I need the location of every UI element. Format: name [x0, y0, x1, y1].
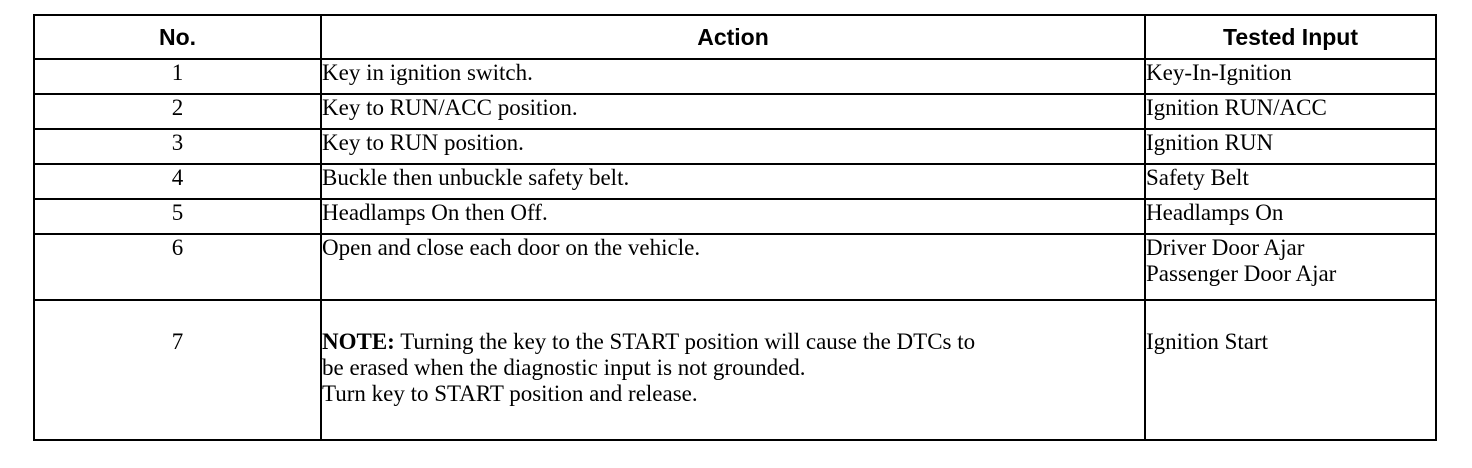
header-tested-input: Tested Input: [1145, 15, 1436, 59]
header-no: No.: [34, 15, 321, 59]
tested-input: Headlamps On: [1145, 199, 1436, 234]
step-action: Open and close each door on the vehicle.: [321, 234, 1145, 300]
table-row: [34, 94, 1436, 129]
tested-input-line: Driver Door Ajar: [1146, 235, 1305, 260]
step-action: Key to RUN position.: [321, 129, 1145, 164]
header-action: Action: [321, 15, 1145, 59]
table-row: [34, 234, 1436, 300]
step-action: Headlamps On then Off.: [321, 199, 1145, 234]
tested-input: [1145, 234, 1436, 300]
tested-input: Ignition RUN/ACC: [1145, 94, 1436, 129]
tested-input: Safety Belt: [1145, 164, 1436, 199]
tested-input: Key-In-Ignition: [1145, 59, 1436, 94]
note-label: NOTE:: [322, 329, 395, 354]
step-number: 2: [34, 94, 321, 129]
table-row: [34, 164, 1436, 199]
header-row: [34, 15, 1436, 59]
table-row: [34, 199, 1436, 234]
step-number: 3: [34, 129, 321, 164]
step-action: [321, 300, 1145, 440]
step-action: Buckle then unbuckle safety belt.: [321, 164, 1145, 199]
step-number: 6: [34, 234, 321, 300]
table-row: [34, 300, 1436, 440]
step-action: Key to RUN/ACC position.: [321, 94, 1145, 129]
note-text: Turning the key to the START position will cause the DTCs to: [400, 329, 976, 354]
step-number: 5: [34, 199, 321, 234]
table-row: [34, 129, 1436, 164]
tested-input-line: Passenger Door Ajar: [1146, 261, 1337, 286]
step-action: Key in ignition switch.: [321, 59, 1145, 94]
step-number: 4: [34, 164, 321, 199]
procedure-table: [33, 14, 1437, 441]
step-number: 7: [34, 300, 321, 440]
tested-input: Ignition RUN: [1145, 129, 1436, 164]
note-line: [322, 329, 1144, 355]
step-number: 1: [34, 59, 321, 94]
action-text: Turn key to START position and release.: [322, 381, 698, 406]
note-line: be erased when the diagnostic input is not grounded.: [322, 355, 806, 380]
table-row: [34, 59, 1436, 94]
tested-input: Ignition Start: [1145, 300, 1436, 440]
